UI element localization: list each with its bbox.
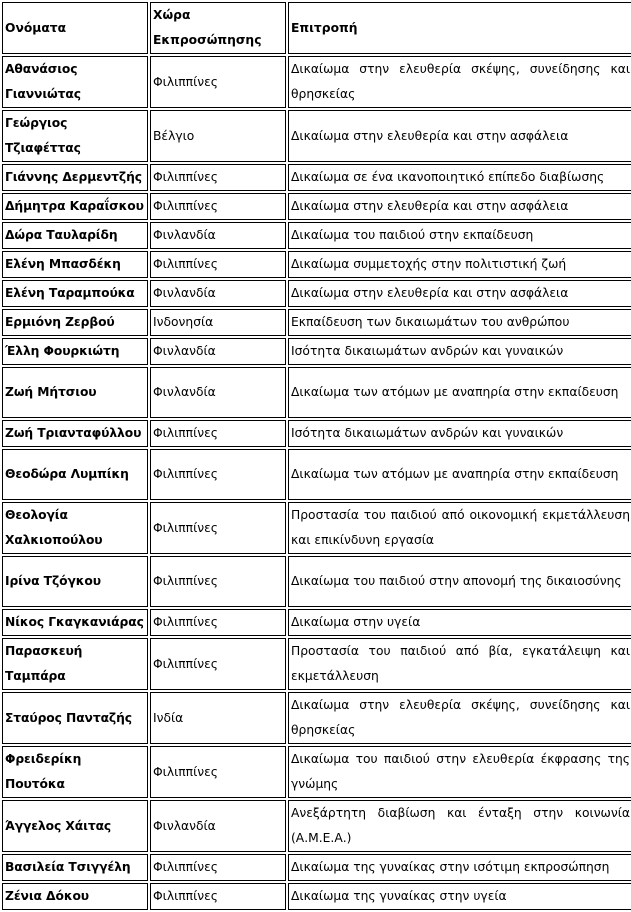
table-row <box>2 420 631 447</box>
table-row <box>2 56 631 108</box>
name-cell: Ιρίνα Τζόγκου <box>2 556 148 607</box>
header-committee: Επιτροπή <box>288 2 631 54</box>
table-row <box>2 854 631 881</box>
table-row <box>2 502 631 554</box>
name-cell: Ελένη Ταραμπούκα <box>2 280 148 307</box>
committee-cell: Δικαίωμα στην ελευθερία και στην ασφάλεια <box>288 110 631 162</box>
committee-cell: Δικαίωμα στην ελευθερία σκέψης, συνείδησης και θρησκείας <box>288 56 631 108</box>
name-cell: Ζένια Δόκου <box>2 883 148 910</box>
country-cell: Φινλανδία <box>150 800 286 852</box>
name-cell: Έλλη Φουρκιώτη <box>2 338 148 365</box>
table-row <box>2 164 631 191</box>
country-cell: Ινδία <box>150 692 286 744</box>
country-cell: Φιλιππίνες <box>150 56 286 108</box>
committee-cell: Εκπαίδευση των δικαιωμάτων του ανθρώπου <box>288 309 631 336</box>
table-row <box>2 251 631 278</box>
committee-cell: Δικαίωμα στην ελευθερία και στην ασφάλεια <box>288 280 631 307</box>
name-cell: Θεοδώρα Λυμπίκη <box>2 449 148 500</box>
country-cell: Φιλιππίνες <box>150 449 286 500</box>
committee-cell: Δικαίωμα συμμετοχής στην πολιτιστική ζωή <box>288 251 631 278</box>
table-row <box>2 449 631 500</box>
committee-cell: Δικαίωμα της γυναίκας στην υγεία <box>288 883 631 910</box>
committee-cell: Ισότητα δικαιωμάτων ανδρών και γυναικών <box>288 338 631 365</box>
table-row <box>2 110 631 162</box>
name-cell: Δώρα Ταυλαρίδη <box>2 222 148 249</box>
table-row <box>2 338 631 365</box>
header-names: Ονόματα <box>2 2 148 54</box>
country-cell: Φιλιππίνες <box>150 638 286 690</box>
table-row <box>2 609 631 636</box>
committee-cell: Δικαίωμα σε ένα ικανοποιητικό επίπεδο διαβίωσης <box>288 164 631 191</box>
committee-cell: Ισότητα δικαιωμάτων ανδρών και γυναικών <box>288 420 631 447</box>
name-cell: Ζωή Μήτσιου <box>2 367 148 418</box>
country-cell: Φινλανδία <box>150 222 286 249</box>
country-cell: Βέλγιο <box>150 110 286 162</box>
header-row <box>2 2 631 54</box>
name-cell: Βασιλεία Τσιγγέλη <box>2 854 148 881</box>
committee-cell: Δικαίωμα του παιδιού στην ελευθερία έκφρασης της γνώμης <box>288 746 631 798</box>
country-cell: Φιλιππίνες <box>150 164 286 191</box>
committee-cell: Δικαίωμα των ατόμων με αναπηρία στην εκπαίδευση <box>288 367 631 418</box>
country-cell: Φιλιππίνες <box>150 556 286 607</box>
name-cell: Σταύρος Πανταζής <box>2 692 148 744</box>
name-cell: Νίκος Γκαγκανιάρας <box>2 609 148 636</box>
name-cell: Παρασκευή Ταμπάρα <box>2 638 148 690</box>
country-cell: Φιλιππίνες <box>150 883 286 910</box>
committee-cell: Δικαίωμα στην ελευθερία σκέψης, συνείδησης και θρησκείας <box>288 692 631 744</box>
table-row <box>2 638 631 690</box>
name-cell: Θεολογία Χαλκιοπούλου <box>2 502 148 554</box>
name-cell: Ερμιόνη Ζερβού <box>2 309 148 336</box>
name-cell: Ζωή Τριανταφύλλου <box>2 420 148 447</box>
name-cell: Άγγελος Χάιτας <box>2 800 148 852</box>
country-cell: Φιλιππίνες <box>150 251 286 278</box>
country-cell: Ινδονησία <box>150 309 286 336</box>
header-country: Χώρα Εκπροσώπησης <box>150 2 286 54</box>
table-row <box>2 280 631 307</box>
table-row <box>2 883 631 910</box>
name-cell: Γεώργιος Τζιαφέττας <box>2 110 148 162</box>
country-cell: Φιλιππίνες <box>150 854 286 881</box>
committee-cell: Δικαίωμα του παιδιού στην απονομή της δικαιοσύνης <box>288 556 631 607</box>
committee-cell: Δικαίωμα του παιδιού στην εκπαίδευση <box>288 222 631 249</box>
country-cell: Φινλανδία <box>150 338 286 365</box>
table-row <box>2 556 631 607</box>
country-cell: Φιλιππίνες <box>150 502 286 554</box>
table-row <box>2 692 631 744</box>
name-cell: Αθανάσιος Γιαννιώτας <box>2 56 148 108</box>
table-row <box>2 309 631 336</box>
name-cell: Φρειδερίκη Πουτόκα <box>2 746 148 798</box>
committee-cell: Δικαίωμα στην υγεία <box>288 609 631 636</box>
committee-cell: Δικαίωμα της γυναίκας στην ισότιμη εκπροσώπηση <box>288 854 631 881</box>
committee-cell: Δικαίωμα των ατόμων με αναπηρία στην εκπαίδευση <box>288 449 631 500</box>
table-row <box>2 193 631 220</box>
committee-cell: Προστασία του παιδιού από οικονομική εκμετάλλευση και επικίνδυνη εργασία <box>288 502 631 554</box>
country-cell: Φιλιππίνες <box>150 420 286 447</box>
country-cell: Φινλανδία <box>150 367 286 418</box>
country-cell: Φιλιππίνες <box>150 193 286 220</box>
name-cell: Γιάννης Δερμεντζής <box>2 164 148 191</box>
table-row <box>2 367 631 418</box>
country-cell: Φιλιππίνες <box>150 609 286 636</box>
committee-cell: Ανεξάρτητη διαβίωση και ένταξη στην κοινωνία (Α.Μ.Ε.Α.) <box>288 800 631 852</box>
table-row <box>2 800 631 852</box>
country-cell: Φιλιππίνες <box>150 746 286 798</box>
committee-cell: Δικαίωμα στην ελευθερία και στην ασφάλεια <box>288 193 631 220</box>
name-cell: Ελένη Μπασδέκη <box>2 251 148 278</box>
name-cell: Δήμητρα Καραΐσκου <box>2 193 148 220</box>
country-cell: Φινλανδία <box>150 280 286 307</box>
table-row <box>2 746 631 798</box>
committee-cell: Προστασία του παιδιού από βία, εγκατάλειψη και εκμετάλλευση <box>288 638 631 690</box>
table-row <box>2 222 631 249</box>
